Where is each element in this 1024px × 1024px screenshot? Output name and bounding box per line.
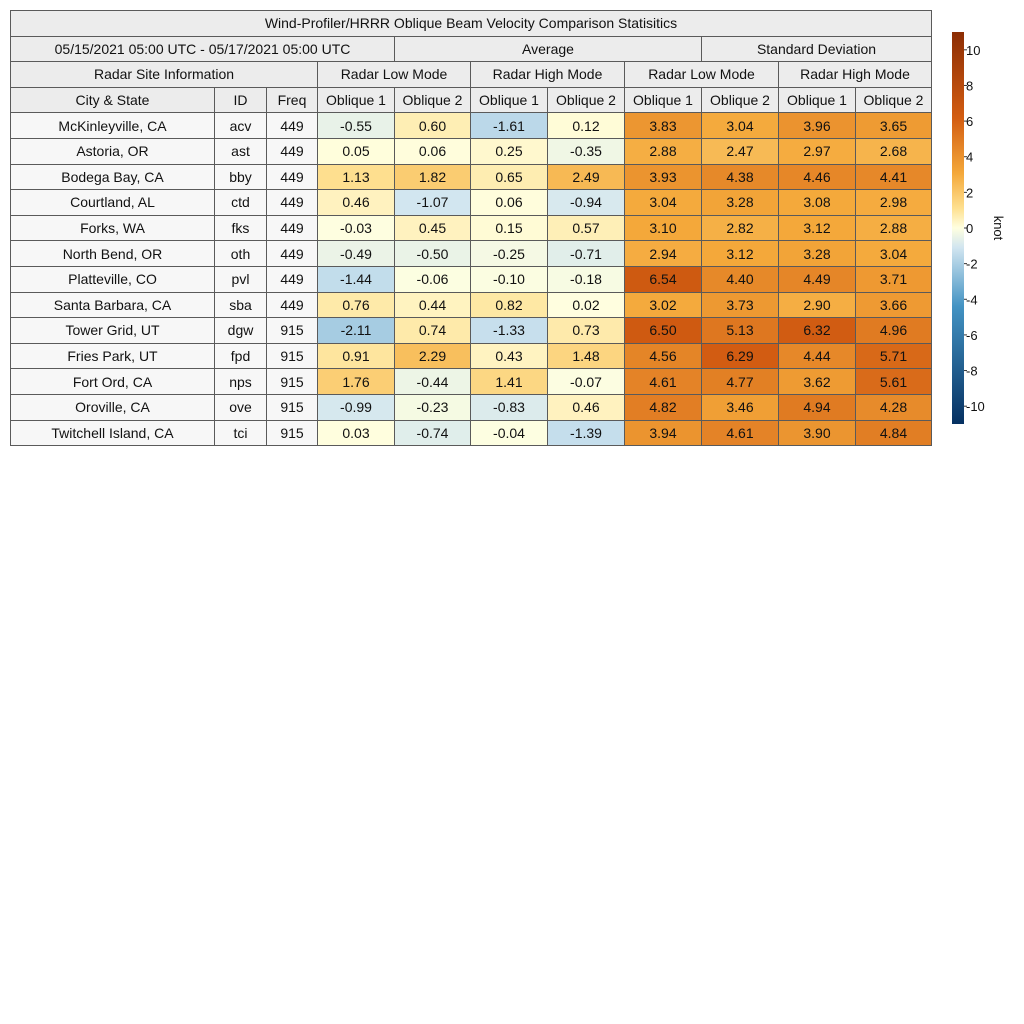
std-value-cell: 4.82 xyxy=(625,394,702,420)
std-value-cell: 5.13 xyxy=(702,318,779,344)
table-row xyxy=(11,420,932,446)
site-info-header: Radar Site Information xyxy=(11,62,318,88)
std-value-cell: 3.73 xyxy=(702,292,779,318)
avg-high-oblique2-header: Oblique 2 xyxy=(548,87,625,113)
avg-value-cell: 0.02 xyxy=(548,292,625,318)
city-cell: North Bend, OR xyxy=(11,241,215,267)
table-header xyxy=(11,11,932,113)
table-row xyxy=(11,190,932,216)
avg-value-cell: 0.45 xyxy=(395,215,471,241)
std-value-cell: 4.61 xyxy=(702,420,779,446)
avg-value-cell: 0.60 xyxy=(395,113,471,139)
avg-value-cell: -0.23 xyxy=(395,394,471,420)
avg-value-cell: -0.07 xyxy=(548,369,625,395)
avg-value-cell: 0.44 xyxy=(395,292,471,318)
std-high-mode-header: Radar High Mode xyxy=(779,62,932,88)
avg-value-cell: -0.04 xyxy=(471,420,548,446)
id-cell: pvl xyxy=(215,266,267,292)
avg-value-cell: 0.03 xyxy=(318,420,395,446)
freq-cell: 915 xyxy=(267,369,318,395)
avg-high-oblique1-header: Oblique 1 xyxy=(471,87,548,113)
avg-value-cell: 1.48 xyxy=(548,343,625,369)
avg-value-cell: -1.44 xyxy=(318,266,395,292)
colorbar-tick-label: 4 xyxy=(966,149,974,165)
std-low-oblique2-header: Oblique 2 xyxy=(702,87,779,113)
std-high-oblique2-header: Oblique 2 xyxy=(856,87,932,113)
std-value-cell: 2.82 xyxy=(702,215,779,241)
table-row xyxy=(11,292,932,318)
std-value-cell: 4.46 xyxy=(779,164,856,190)
table-row xyxy=(11,138,932,164)
colorbar-tick-label: 6 xyxy=(966,114,974,130)
colorbar-tick-label: -8 xyxy=(966,363,978,379)
avg-value-cell: 0.06 xyxy=(395,138,471,164)
avg-value-cell: -0.50 xyxy=(395,241,471,267)
std-value-cell: 3.04 xyxy=(856,241,932,267)
std-value-cell: 3.83 xyxy=(625,113,702,139)
avg-value-cell: -0.99 xyxy=(318,394,395,420)
city-cell: Courtland, AL xyxy=(11,190,215,216)
freq-cell: 449 xyxy=(267,215,318,241)
std-value-cell: 3.08 xyxy=(779,190,856,216)
std-value-cell: 6.29 xyxy=(702,343,779,369)
average-header: Average xyxy=(395,36,702,62)
std-value-cell: 3.94 xyxy=(625,420,702,446)
colorbar xyxy=(948,26,1018,446)
avg-value-cell: -0.94 xyxy=(548,190,625,216)
std-value-cell: 3.12 xyxy=(702,241,779,267)
avg-value-cell: -0.06 xyxy=(395,266,471,292)
std-value-cell: 4.94 xyxy=(779,394,856,420)
std-value-cell: 4.96 xyxy=(856,318,932,344)
city-cell: Oroville, CA xyxy=(11,394,215,420)
std-value-cell: 2.90 xyxy=(779,292,856,318)
avg-value-cell: -0.83 xyxy=(471,394,548,420)
colorbar-bar xyxy=(952,32,964,424)
city-cell: Forks, WA xyxy=(11,215,215,241)
id-cell: ove xyxy=(215,394,267,420)
freq-cell: 915 xyxy=(267,343,318,369)
table-row xyxy=(11,369,932,395)
col-id-header: ID xyxy=(215,87,267,113)
avg-value-cell: 0.25 xyxy=(471,138,548,164)
table-row xyxy=(11,394,932,420)
avg-value-cell: -1.07 xyxy=(395,190,471,216)
table-row xyxy=(11,113,932,139)
table-row xyxy=(11,318,932,344)
date-range: 05/15/2021 05:00 UTC - 05/17/2021 05:00 UTC xyxy=(11,36,395,62)
avg-value-cell: 0.05 xyxy=(318,138,395,164)
avg-value-cell: 0.15 xyxy=(471,215,548,241)
std-value-cell: 3.02 xyxy=(625,292,702,318)
id-cell: nps xyxy=(215,369,267,395)
std-value-cell: 3.93 xyxy=(625,164,702,190)
std-value-cell: 2.97 xyxy=(779,138,856,164)
avg-low-mode-header: Radar Low Mode xyxy=(318,62,471,88)
colorbar-tick-label: 8 xyxy=(966,78,974,94)
avg-value-cell: -0.74 xyxy=(395,420,471,446)
std-value-cell: 5.61 xyxy=(856,369,932,395)
std-value-cell: 4.38 xyxy=(702,164,779,190)
std-value-cell: 2.94 xyxy=(625,241,702,267)
std-value-cell: 3.04 xyxy=(625,190,702,216)
std-value-cell: 3.66 xyxy=(856,292,932,318)
id-cell: fpd xyxy=(215,343,267,369)
city-cell: Santa Barbara, CA xyxy=(11,292,215,318)
freq-cell: 915 xyxy=(267,394,318,420)
table-row xyxy=(11,343,932,369)
avg-value-cell: 0.06 xyxy=(471,190,548,216)
std-value-cell: 5.71 xyxy=(856,343,932,369)
std-value-cell: 2.68 xyxy=(856,138,932,164)
std-value-cell: 3.65 xyxy=(856,113,932,139)
id-cell: acv xyxy=(215,113,267,139)
std-value-cell: 3.96 xyxy=(779,113,856,139)
city-cell: Twitchell Island, CA xyxy=(11,420,215,446)
id-cell: oth xyxy=(215,241,267,267)
avg-value-cell: 0.46 xyxy=(548,394,625,420)
col-city-header: City & State xyxy=(11,87,215,113)
std-value-cell: 4.56 xyxy=(625,343,702,369)
city-cell: Bodega Bay, CA xyxy=(11,164,215,190)
id-cell: tci xyxy=(215,420,267,446)
freq-cell: 449 xyxy=(267,190,318,216)
table-body xyxy=(11,113,932,446)
id-cell: bby xyxy=(215,164,267,190)
std-value-cell: 3.71 xyxy=(856,266,932,292)
avg-value-cell: -1.39 xyxy=(548,420,625,446)
std-value-cell: 6.32 xyxy=(779,318,856,344)
id-cell: ctd xyxy=(215,190,267,216)
avg-value-cell: -1.33 xyxy=(471,318,548,344)
avg-value-cell: 1.82 xyxy=(395,164,471,190)
avg-value-cell: 0.74 xyxy=(395,318,471,344)
city-cell: Astoria, OR xyxy=(11,138,215,164)
avg-high-mode-header: Radar High Mode xyxy=(471,62,625,88)
std-value-cell: 2.98 xyxy=(856,190,932,216)
avg-value-cell: 1.13 xyxy=(318,164,395,190)
avg-low-oblique1-header: Oblique 1 xyxy=(318,87,395,113)
avg-value-cell: -0.44 xyxy=(395,369,471,395)
table-row xyxy=(11,215,932,241)
avg-value-cell: 0.82 xyxy=(471,292,548,318)
avg-value-cell: -0.35 xyxy=(548,138,625,164)
col-freq-header: Freq xyxy=(267,87,318,113)
id-cell: fks xyxy=(215,215,267,241)
city-cell: Fries Park, UT xyxy=(11,343,215,369)
std-value-cell: 3.12 xyxy=(779,215,856,241)
avg-value-cell: -1.61 xyxy=(471,113,548,139)
avg-value-cell: 0.73 xyxy=(548,318,625,344)
avg-value-cell: -2.11 xyxy=(318,318,395,344)
std-value-cell: 4.84 xyxy=(856,420,932,446)
avg-value-cell: -0.71 xyxy=(548,241,625,267)
std-value-cell: 3.62 xyxy=(779,369,856,395)
std-value-cell: 3.90 xyxy=(779,420,856,446)
table-row xyxy=(11,241,932,267)
colorbar-tick-label: 10 xyxy=(966,42,981,58)
std-value-cell: 4.77 xyxy=(702,369,779,395)
freq-cell: 449 xyxy=(267,164,318,190)
colorbar-tick-label: -4 xyxy=(966,292,978,308)
avg-value-cell: -0.49 xyxy=(318,241,395,267)
avg-value-cell: 0.12 xyxy=(548,113,625,139)
std-value-cell: 2.88 xyxy=(625,138,702,164)
avg-value-cell: 0.43 xyxy=(471,343,548,369)
std-value-cell: 4.40 xyxy=(702,266,779,292)
freq-cell: 915 xyxy=(267,318,318,344)
table-row xyxy=(11,266,932,292)
freq-cell: 915 xyxy=(267,420,318,446)
std-value-cell: 3.28 xyxy=(779,241,856,267)
table-title: Wind-Profiler/HRRR Oblique Beam Velocity Comparison Statisitics xyxy=(11,11,932,37)
freq-cell: 449 xyxy=(267,138,318,164)
std-value-cell: 4.44 xyxy=(779,343,856,369)
city-cell: Platteville, CO xyxy=(11,266,215,292)
std-value-cell: 3.04 xyxy=(702,113,779,139)
id-cell: ast xyxy=(215,138,267,164)
std-value-cell: 3.10 xyxy=(625,215,702,241)
table-row xyxy=(11,164,932,190)
avg-value-cell: 1.41 xyxy=(471,369,548,395)
std-header: Standard Deviation xyxy=(702,36,932,62)
std-value-cell: 2.88 xyxy=(856,215,932,241)
std-value-cell: 4.28 xyxy=(856,394,932,420)
avg-value-cell: 0.76 xyxy=(318,292,395,318)
freq-cell: 449 xyxy=(267,113,318,139)
city-cell: McKinleyville, CA xyxy=(11,113,215,139)
colorbar-tick-label: -2 xyxy=(966,256,978,272)
colorbar-tick-label: 0 xyxy=(966,221,974,236)
std-value-cell: 4.49 xyxy=(779,266,856,292)
std-value-cell: 3.46 xyxy=(702,394,779,420)
avg-value-cell: 0.91 xyxy=(318,343,395,369)
std-low-oblique1-header: Oblique 1 xyxy=(625,87,702,113)
std-value-cell: 6.50 xyxy=(625,318,702,344)
freq-cell: 449 xyxy=(267,241,318,267)
std-value-cell: 4.41 xyxy=(856,164,932,190)
avg-value-cell: 0.65 xyxy=(471,164,548,190)
colorbar-ticks xyxy=(964,43,985,414)
std-value-cell: 4.61 xyxy=(625,369,702,395)
std-value-cell: 3.28 xyxy=(702,190,779,216)
colorbar-tick-label: -10 xyxy=(966,399,985,415)
std-high-oblique1-header: Oblique 1 xyxy=(779,87,856,113)
avg-value-cell: 2.29 xyxy=(395,343,471,369)
freq-cell: 449 xyxy=(267,266,318,292)
id-cell: sba xyxy=(215,292,267,318)
avg-value-cell: -0.10 xyxy=(471,266,548,292)
freq-cell: 449 xyxy=(267,292,318,318)
avg-value-cell: 0.46 xyxy=(318,190,395,216)
std-value-cell: 6.54 xyxy=(625,266,702,292)
std-low-mode-header: Radar Low Mode xyxy=(625,62,779,88)
colorbar-tick-label: -6 xyxy=(966,327,978,343)
colorbar-label: knot xyxy=(991,215,1006,241)
avg-value-cell: -0.03 xyxy=(318,215,395,241)
id-cell: dgw xyxy=(215,318,267,344)
city-cell: Tower Grid, UT xyxy=(11,318,215,344)
avg-value-cell: 1.76 xyxy=(318,369,395,395)
stats-table xyxy=(10,10,932,446)
avg-value-cell: -0.55 xyxy=(318,113,395,139)
std-value-cell: 2.47 xyxy=(702,138,779,164)
avg-value-cell: 2.49 xyxy=(548,164,625,190)
avg-low-oblique2-header: Oblique 2 xyxy=(395,87,471,113)
avg-value-cell: -0.25 xyxy=(471,241,548,267)
avg-value-cell: -0.18 xyxy=(548,266,625,292)
avg-value-cell: 0.57 xyxy=(548,215,625,241)
city-cell: Fort Ord, CA xyxy=(11,369,215,395)
colorbar-tick-label: 2 xyxy=(966,185,974,201)
